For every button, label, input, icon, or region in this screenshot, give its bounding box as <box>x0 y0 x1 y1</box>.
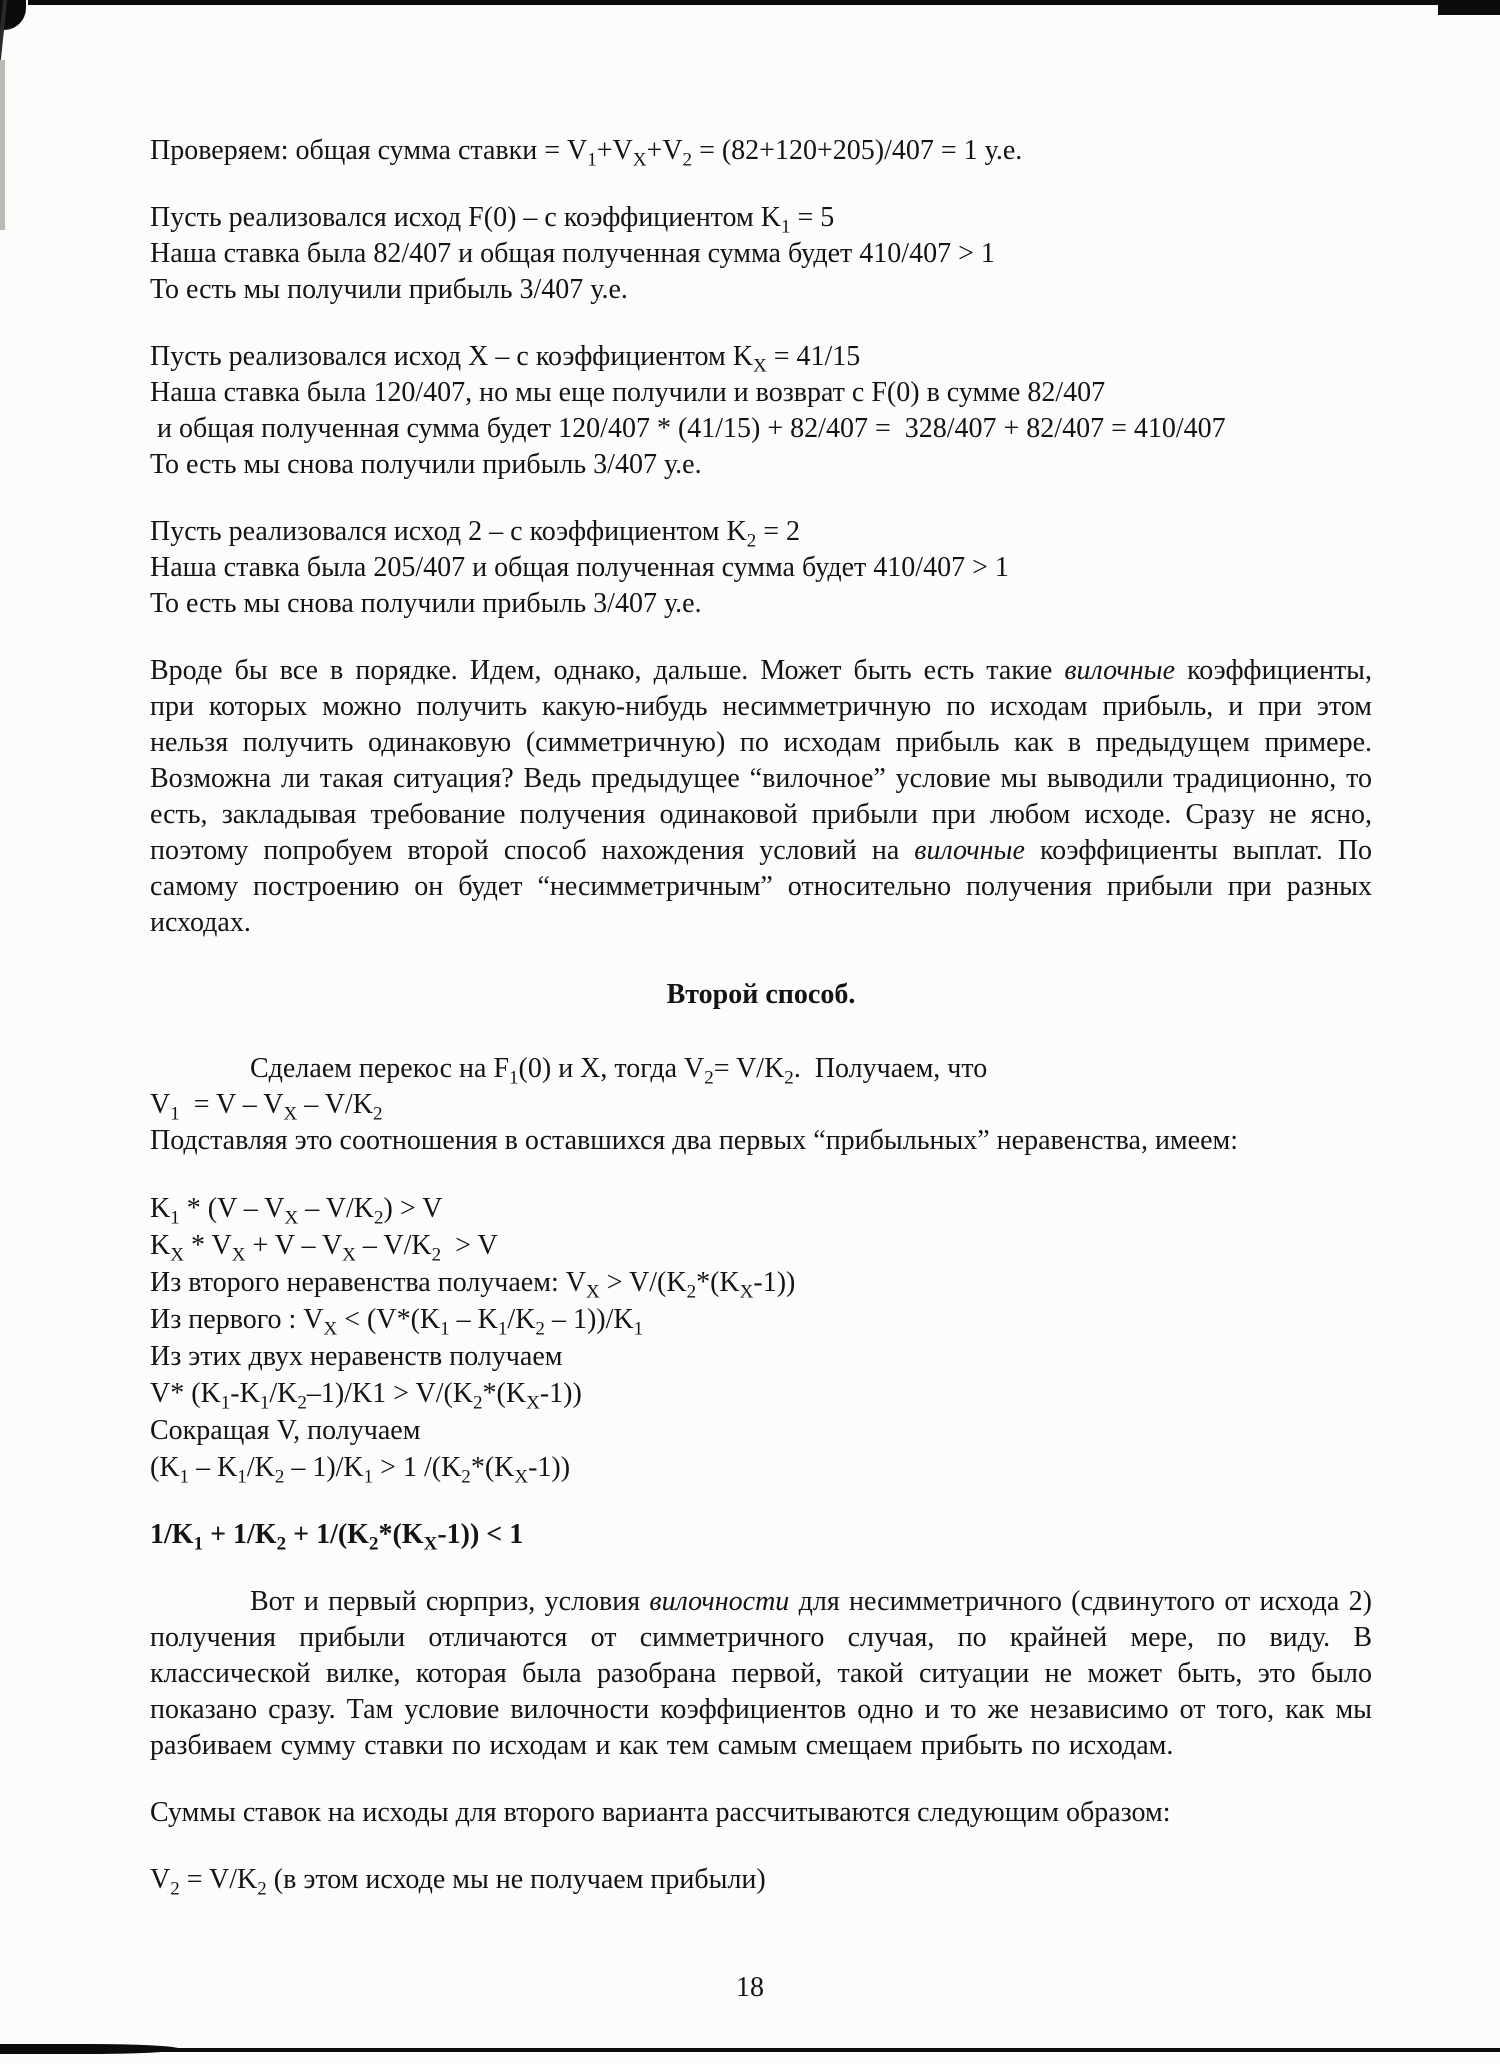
skew-setup-paragraph <box>150 1051 1372 1159</box>
outcome-f0-paragraph <box>150 200 1372 308</box>
text-line: Пусть реализовался исход 2 – с коэффициентом $K_2 = 2$ <box>150 516 801 552</box>
text-line: V* $(K_1-K_1/K_2-1)/K1 > V/(K_2*(K_X-1))$ <box>150 1378 582 1414</box>
text-line: Из первого : $V_X < (V*(K_1 - K_1/K_2 - 1))/K_1$ <box>150 1304 644 1340</box>
discussion-paragraph: Вроде бы все в порядке. Идем, однако, дальше. Может быть есть такие вилочные коэффициенты, при которых можно получить какую-нибудь несимметричную по исходам прибыль, и при этом нельзя получить одинаковую (симметричную) по исходам прибыль как в предыдущем примере. Возможна ли такая ситуация? Ведь предыдущее “вилочное” условие мы выводили традиционно, то есть, закладывая требование получения одинаковой прибыли при любом исходе. Сразу не ясно, поэтому попробуем второй способ нахождения условий на вилочные коэффициенты выплат. По самому построению он будет “несимметричным” относительно получения прибыли при разных исходах. <box>150 655 1373 938</box>
scan-artifact-top-right <box>1438 0 1500 15</box>
scan-artifact-bottom-edge <box>0 2048 1500 2052</box>
text-line: $(K_1 - K_1/K_2 - 1)/K_1 > 1$ $/(K_2*(K_X-1))$ <box>150 1452 571 1488</box>
text-line: Подставляя это соотношения в оставшихся два первых “прибыльных” неравенства, имеем: <box>150 1125 1238 1156</box>
text-line: То есть мы снова получили прибыль 3/407 у.е. <box>150 449 702 480</box>
inequalities-block <box>150 1190 1372 1486</box>
fork-condition-formula: $1/K_1 + 1/K_2 + 1/(K_2*(K_X-1)) < 1$ <box>150 1519 524 1555</box>
text-line: Из второго неравенства получаем: $V_X > V/(K_2*(K_X-1))$ <box>150 1267 796 1303</box>
text-line: Суммы ставок на исходы для второго варианта рассчитываются следующим образом: <box>150 1797 1171 1828</box>
check-sum-line <box>150 133 1372 169</box>
text-line: Сделаем перекос на $F_1(0)$ и X, тогда $V_2= V/K_2$. Получаем, что <box>250 1053 988 1089</box>
surprise-paragraph: Вот и первый сюрприз, условия вилочности для несимметричного (сдвинутого от исхода 2) получения прибыли отличаются от симметричного случая, по крайней мере, по виду. В классической вилке, которая была разобрана первой, такой ситуации не может быть, это было показано сразу. Там условие вилочности коэффициентов одно и то же независимо от того, как мы разбиваем сумму ставки по исходам и как тем самым смещаем прибыть по исходам. <box>150 1586 1372 1761</box>
text-line: Сокращая V, получаем <box>150 1415 421 1446</box>
text-line: $V_2 = V/K_2$ (в этом исходе мы не получаем прибыли) <box>150 1864 766 1900</box>
text-line: Пусть реализовался исход X – с коэффициентом $K_X = 41/15$ <box>150 341 861 377</box>
text-line: То есть мы снова получили прибыль 3/407 у.е. <box>150 588 702 619</box>
v2-formula-line <box>150 1862 1372 1898</box>
text-line: и общая полученная сумма будет 120/407 * (41/15) + 82/407 = 328/407 + 82/407 = 410/407 <box>150 413 1226 444</box>
sums-intro-line <box>150 1795 1372 1831</box>
text-line: $K_X * V_X + V - V_X - V/K_2 > V$ <box>150 1230 498 1266</box>
text-line: То есть мы получили прибыль 3/407 у.е. <box>150 274 628 305</box>
outcome-x-paragraph <box>150 339 1372 483</box>
text-line: $V_1 = V - V_X - V/K_2$ <box>150 1089 383 1125</box>
text-line: Из этих двух неравенств получаем <box>150 1341 563 1372</box>
text-line: Наша ставка была 205/407 и общая полученная сумма будет 410/407 > 1 <box>150 552 1009 583</box>
document-body <box>150 133 1372 1929</box>
scan-artifact-left-smudge <box>0 60 5 230</box>
text-line: Пусть реализовался исход F(0) – с коэффициентом $K_1 = 5$ <box>150 202 835 238</box>
page-number: 18 <box>736 1972 764 2003</box>
text-line: Наша ставка была 82/407 и общая полученная сумма будет 410/407 > 1 <box>150 238 995 269</box>
scan-artifact-top-edge <box>28 0 1500 5</box>
outcome-2-paragraph <box>150 514 1372 622</box>
section-heading: Второй способ. <box>666 979 856 1010</box>
text-line: Наша ставка была 120/407, но мы еще получили и возврат с F(0) в сумме 82/407 <box>150 377 1106 408</box>
text-line: Проверяем: общая сумма ставки = $V_1+V_X+V_2 = (82+120+205)/407 = 1$ у.е. <box>150 135 1023 171</box>
text-line: $K_1 * (V - V_X - V/K_2) > V$ <box>150 1193 443 1229</box>
